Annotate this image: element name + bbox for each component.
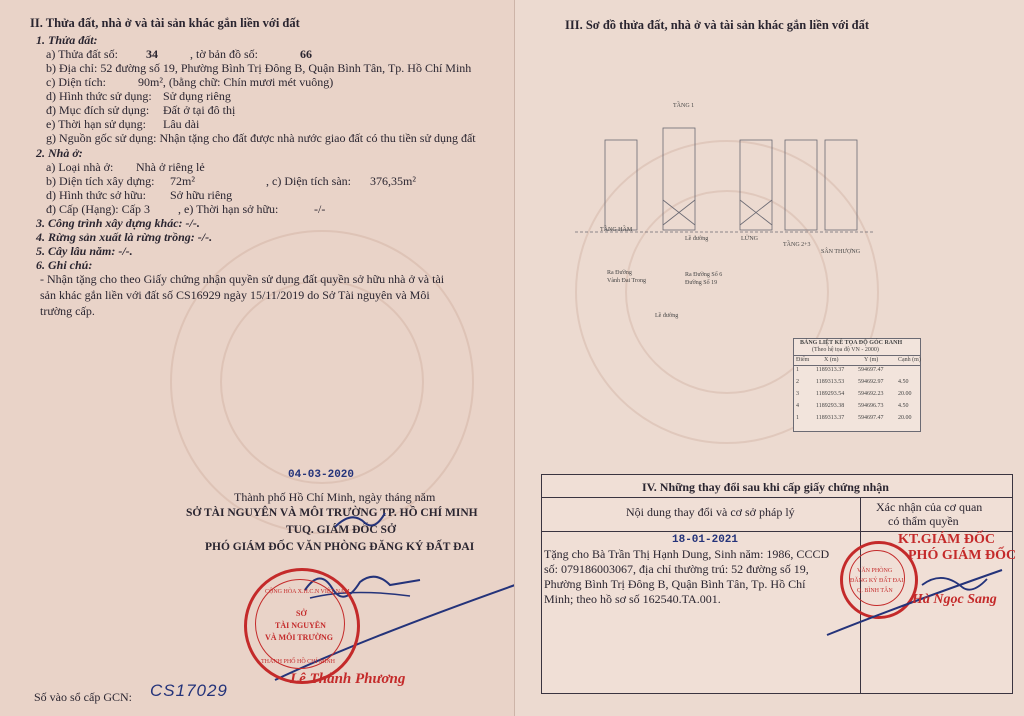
- coordinate-table: [793, 338, 921, 432]
- note-line: - Nhận tặng cho theo Giấy chứng nhận quyền sử dụng đất quyền sở hữu nhà ở và tài: [40, 272, 445, 286]
- approver-name: Hà Ngọc Sang: [912, 592, 997, 607]
- coordinate-cell: 594692.23: [858, 391, 884, 397]
- coordinate-cell: 594692.97: [858, 379, 884, 385]
- house-heading: 2. Nhà ở:: [36, 146, 83, 160]
- diagram-label: Ra Đường Số 6: [685, 272, 723, 278]
- city-date-line: Thành phố Hồ Chí Minh, ngày tháng năm: [234, 490, 436, 504]
- notes-heading: 6. Ghi chú:: [36, 258, 93, 272]
- coordinate-cell: 1189293.54: [816, 391, 845, 397]
- diagram-label: SÂN THƯỢNG: [821, 249, 861, 255]
- coordinate-cell: 1: [796, 415, 799, 421]
- changes-table: [541, 474, 1017, 694]
- change-content-line: Minh; theo hồ sơ số 162540.TA.001.: [544, 592, 721, 606]
- seal-text: VĂN PHÒNG: [857, 568, 893, 574]
- section-title: II. Thửa đất, nhà ở và tài sản khác gắn liền với đất: [30, 16, 300, 30]
- use-form-label: d) Hình thức sử dụng:: [46, 89, 152, 103]
- coordinate-cell: 3: [796, 391, 799, 397]
- coordinate-table-subtitle: (Theo hệ tọa độ VN - 2000): [812, 347, 879, 353]
- coordinate-cell: 4: [796, 403, 799, 409]
- use-purpose-value: Đất ở tại đô thị: [163, 103, 236, 117]
- deputy-director-title: PHÓ GIÁM ĐỐC VĂN PHÒNG ĐĂNG KÝ ĐẤT ĐAI: [205, 541, 475, 553]
- diagram-label: TẦNG 2+3: [783, 242, 811, 248]
- coordinate-header: Cạnh (m): [898, 357, 921, 363]
- approver-title: PHÓ GIÁM ĐỐC: [908, 548, 1017, 563]
- coordinate-cell: 4.50: [898, 379, 909, 385]
- land-heading: 1. Thửa đất:: [36, 33, 98, 47]
- address-line: b) Địa chỉ: 52 đường số 19, Phường Bình Trị Đông B, Quận Bình Tân, Tp. Hồ Chí Minh: [46, 61, 472, 75]
- changes-col2-header: Xác nhận của cơ quan: [876, 500, 983, 514]
- approver-title: KT.GIÁM ĐỐC: [898, 532, 995, 547]
- floor-plan-diagram: [515, 100, 935, 250]
- seal-text: TÀI NGUYÊN: [275, 621, 326, 630]
- changes-col1-header: Nội dung thay đổi và cơ sở pháp lý: [626, 505, 795, 519]
- diagram-label: TẦNG 1: [673, 103, 695, 109]
- seal-text: SỞ: [296, 609, 307, 618]
- seal-text: Q. BÌNH TÂN: [857, 588, 893, 594]
- parcel-number-label: a) Thửa đất số:: [46, 47, 118, 61]
- coordinate-table-title: BẢNG LIỆT KÊ TỌA ĐỘ GÓC RANH: [800, 340, 903, 346]
- diagram-label: LỬNG: [741, 236, 758, 242]
- area-label: c) Diện tích:: [46, 75, 106, 89]
- coordinate-cell: 594697.47: [858, 367, 884, 373]
- coordinate-cell: 4.50: [898, 403, 909, 409]
- issue-date-stamp: 04-03-2020: [288, 469, 355, 481]
- coordinate-cell: 20.00: [898, 415, 912, 421]
- use-term-value: Lâu dài: [163, 117, 200, 131]
- diagram-label: Đường Số 19: [685, 280, 718, 286]
- diagram-label: Vành Đai Trong: [607, 278, 647, 284]
- perennial-trees: 5. Cây lâu năm: -/-.: [36, 244, 133, 258]
- build-area-value: 72m²: [170, 174, 195, 188]
- use-form-value: Sử dụng riêng: [163, 89, 231, 103]
- seal-text: THÀNH PHỐ HỒ CHÍ MINH: [261, 659, 335, 665]
- issuing-org: SỞ TÀI NGUYÊN VÀ MÔI TRƯỜNG TP. HỒ CHÍ MINH: [186, 507, 478, 519]
- map-sheet-label: , tờ bản đồ số:: [190, 47, 259, 61]
- authorization-title: TUQ. GIÁM ĐỐC SỞ: [286, 524, 396, 536]
- origin-line: g) Nguồn gốc sử dụng: Nhận tặng cho đất được nhà nước giao đất có thu tiền sử dụng đất: [46, 131, 476, 145]
- coordinate-cell: 2: [796, 379, 799, 385]
- seal-text: VÀ MÔI TRƯỜNG: [265, 633, 333, 642]
- grade-label: đ) Cấp (Hạng): Cấp 3: [46, 202, 150, 216]
- coordinate-cell: 594697.47: [858, 415, 884, 421]
- changes-col2-header: có thẩm quyền: [888, 514, 959, 528]
- change-content-line: số: 079186003067, địa chỉ thường trú: 52 đường số 19,: [544, 562, 809, 576]
- change-date-stamp: 18-01-2021: [672, 534, 739, 546]
- own-term-value: -/-: [314, 202, 326, 216]
- house-type-value: Nhà ở riêng lẻ: [136, 160, 205, 174]
- use-term-label: e) Thời hạn sử dụng:: [46, 117, 146, 131]
- coordinate-cell: 594696.73: [858, 403, 884, 409]
- area-value: 90m², (bằng chữ: Chín mươi mét vuông): [138, 75, 334, 89]
- note-line: sản khác gắn liền với đất số CS16929 ngày 15/11/2019 do Sở Tài nguyên và Môi: [40, 288, 430, 302]
- ownership-value: Sở hữu riêng: [170, 188, 233, 202]
- diagram-label: Ra Đường: [607, 270, 632, 276]
- coordinate-cell: 1: [796, 367, 799, 373]
- diagram-section-title: III. Sơ đồ thửa đất, nhà ở và tài sản khác gắn liền với đất: [565, 18, 870, 32]
- planted-forest: 4. Rừng sản xuất là rừng trồng: -/-.: [36, 230, 213, 244]
- build-area-label: b) Diện tích xây dựng:: [46, 174, 155, 188]
- change-content-line: Phường Bình Trị Đông B, Quận Bình Tân, Tp. Hồ Chí: [544, 577, 806, 591]
- coordinate-header: Y (m): [864, 357, 879, 363]
- parcel-number-value: 34: [146, 47, 158, 61]
- use-purpose-label: đ) Mục đích sử dụng:: [46, 103, 150, 117]
- watermark-ring: [220, 280, 424, 484]
- house-type-label: a) Loại nhà ở:: [46, 160, 114, 174]
- ownership-label: d) Hình thức sở hữu:: [46, 188, 147, 202]
- official-seal: [244, 568, 360, 684]
- floor-area-value: 376,35m²: [370, 174, 416, 188]
- own-term-label: , e) Thời hạn sở hữu:: [178, 202, 279, 216]
- coordinate-header: X (m): [824, 357, 839, 363]
- signer-name: Lê Thành Phương: [290, 671, 406, 687]
- changes-title: IV. Những thay đổi sau khi cấp giấy chứng nhận: [642, 480, 889, 494]
- floor-area-label: , c) Diện tích sàn:: [266, 174, 351, 188]
- seal-text: ĐĂNG KÝ ĐẤT ĐAI: [850, 578, 904, 584]
- gcn-value: CS17029: [150, 681, 228, 700]
- diagram-label: TẦNG HẦM: [600, 227, 633, 233]
- diagram-label: Lề đường: [655, 313, 679, 319]
- diagram-label: Lề đường: [685, 236, 709, 242]
- other-construction: 3. Công trình xây dựng khác: -/-.: [36, 216, 200, 230]
- coordinate-cell: 1189313.53: [816, 379, 845, 385]
- coordinate-cell: 1189313.37: [816, 415, 845, 421]
- note-line: trường cấp.: [40, 304, 95, 318]
- seal-text: CỘNG HÒA X.H.C.N VIỆT NAM: [265, 589, 350, 595]
- map-sheet-value: 66: [300, 47, 312, 61]
- signature-mark: [330, 505, 390, 535]
- change-content-line: Tặng cho Bà Trần Thị Hạnh Dung, Sinh năm: 1986, CCCD: [544, 547, 830, 561]
- coordinate-cell: 1189293.38: [816, 403, 845, 409]
- coordinate-header: Điểm: [796, 357, 810, 363]
- coordinate-cell: 20.00: [898, 391, 912, 397]
- gcn-label: Số vào sổ cấp GCN:: [34, 690, 132, 704]
- coordinate-cell: 1189313.37: [816, 367, 845, 373]
- right-page: [515, 0, 1024, 716]
